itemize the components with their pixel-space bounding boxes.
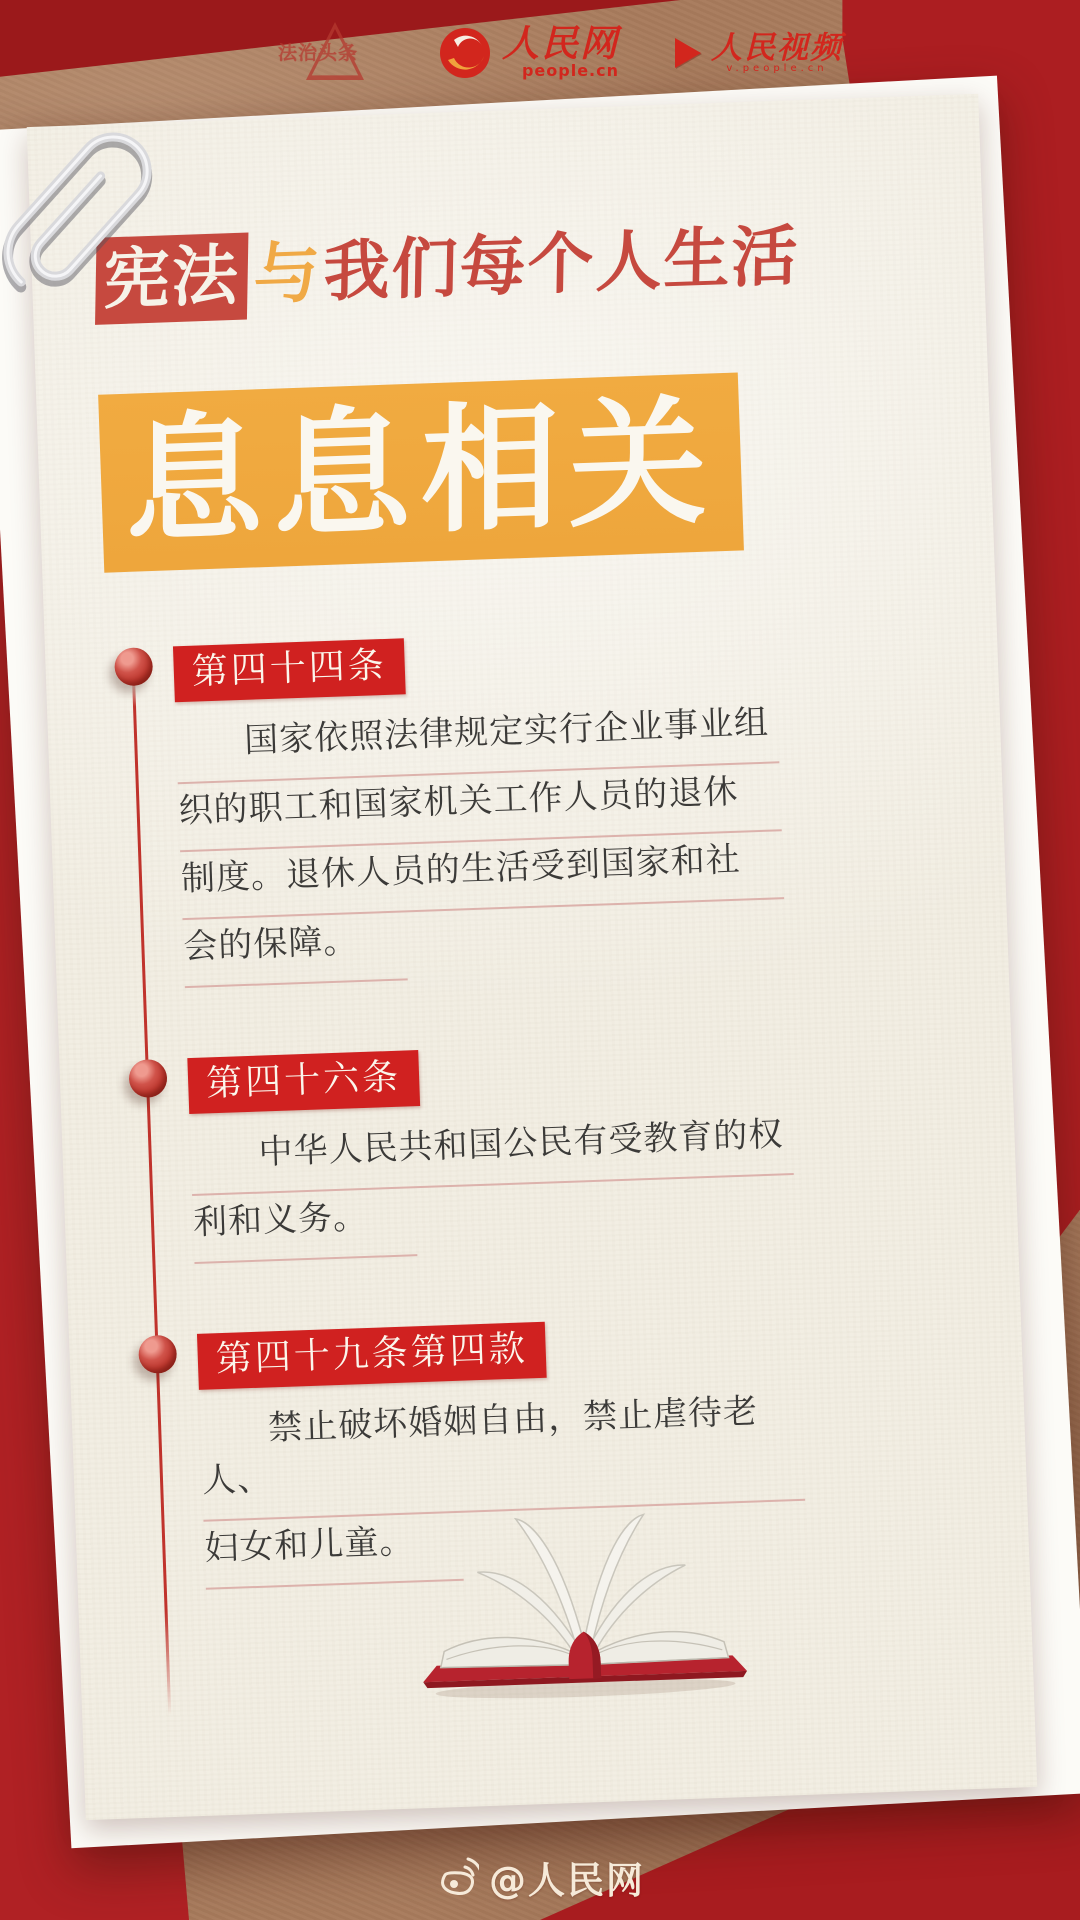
- article-line: 禁止破坏婚姻自由，禁止虐待老人、: [199, 1385, 805, 1522]
- article-section: [59, 1029, 1018, 1268]
- pin-icon: [138, 1335, 177, 1374]
- fazhi-toutiao-label: 法治头条: [278, 42, 359, 64]
- article-line: 中华人民共和国公民有受教育的权: [190, 1109, 794, 1196]
- article-badge: 第四十六条: [187, 1050, 420, 1114]
- title-boxed-word: 宪法: [95, 232, 248, 324]
- people-cn-sublabel: people.cn: [521, 60, 619, 80]
- article-section: [45, 618, 1008, 993]
- article-line: 会的保障。: [183, 914, 408, 988]
- article-body: [190, 1109, 796, 1264]
- poster-title-line2: 息息相关: [125, 381, 717, 563]
- play-icon: [675, 38, 701, 68]
- people-cn-label: 人民网: [502, 21, 619, 65]
- article-line: 利和义务。: [192, 1190, 417, 1264]
- title-rest: 我们每个人生活: [322, 217, 801, 311]
- title-connector: 与: [253, 233, 323, 314]
- weibo-icon: [435, 1857, 479, 1897]
- people-video-sublabel: v.people.cn: [726, 62, 828, 74]
- article-badge: 第四十九条第四款: [197, 1322, 547, 1390]
- people-video-label: 人民视频: [711, 29, 843, 66]
- article-line: 制度。退休人员的生活受到国家和社: [180, 833, 784, 920]
- header-logos: [278, 22, 843, 84]
- poster-card: [27, 94, 1038, 1820]
- poster-title-line1: [95, 202, 800, 322]
- poster-title-band: [98, 372, 744, 572]
- watermark: [0, 1850, 1080, 1904]
- paper-stack: [27, 94, 1038, 1820]
- people-swirl-icon: [438, 26, 492, 80]
- people-cn-logo: [438, 21, 619, 80]
- watermark-handle: @人民网: [489, 1859, 645, 1902]
- pin-icon: [114, 647, 153, 686]
- fazhi-toutiao-logo: [278, 22, 382, 84]
- article-body: [175, 697, 786, 988]
- article-line: 织的职工和国家机关工作人员的退休: [178, 765, 782, 852]
- open-book-illustration: [401, 1498, 764, 1710]
- article-line: 妇女和儿童。: [204, 1515, 464, 1590]
- article-line: 国家依照法律规定实行企业事业组: [175, 697, 779, 784]
- pin-icon: [128, 1059, 167, 1098]
- article-badge: 第四十四条: [173, 638, 406, 702]
- people-video-logo: [675, 29, 843, 74]
